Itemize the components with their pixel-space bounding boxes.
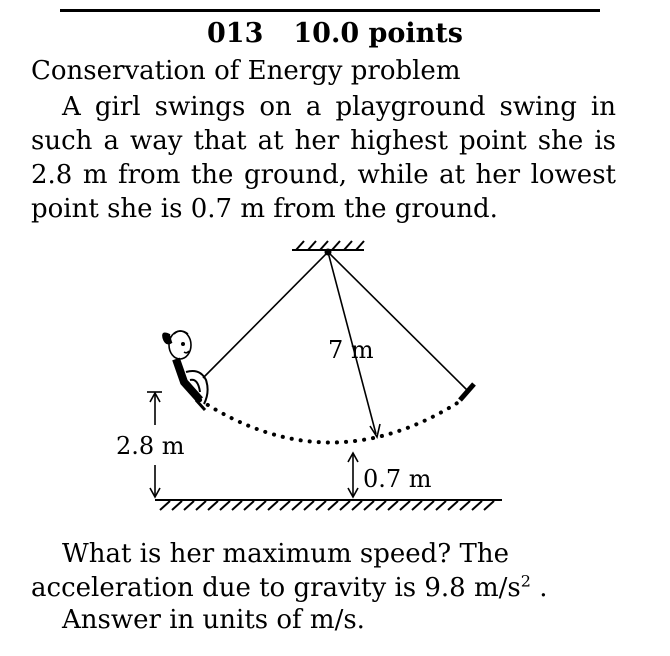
ground bbox=[155, 500, 502, 510]
swing-arc-path bbox=[200, 400, 462, 443]
question-text bbox=[31, 537, 616, 605]
rope-left bbox=[203, 252, 328, 378]
min-height-label: 0.7 m bbox=[363, 465, 432, 493]
question-end: . bbox=[530, 573, 548, 603]
question-number: 013 bbox=[207, 18, 264, 49]
girl-figure bbox=[163, 331, 208, 410]
min-height-arrow bbox=[348, 453, 358, 497]
question-points: 10.0 points bbox=[293, 18, 463, 49]
max-height-label: 2.8 m bbox=[116, 432, 185, 460]
answer-units: Answer in units of m/s. bbox=[62, 605, 365, 635]
problem-subtitle: Conservation of Energy problem bbox=[31, 56, 461, 86]
exponent: 2 bbox=[520, 571, 531, 591]
problem-text: A girl swings on a playground swing in such a way that at her highest point she is 2.8 m from the ground, while at her lowest point she is 0.7 m from the ground. bbox=[31, 92, 616, 224]
question-body: What is her maximum speed? The acceleration due to gravity is 9.8 m/s bbox=[31, 539, 521, 603]
swing-seat-right bbox=[460, 384, 474, 400]
rope-length-label: 7 m bbox=[328, 336, 374, 364]
rope-right bbox=[328, 252, 467, 390]
